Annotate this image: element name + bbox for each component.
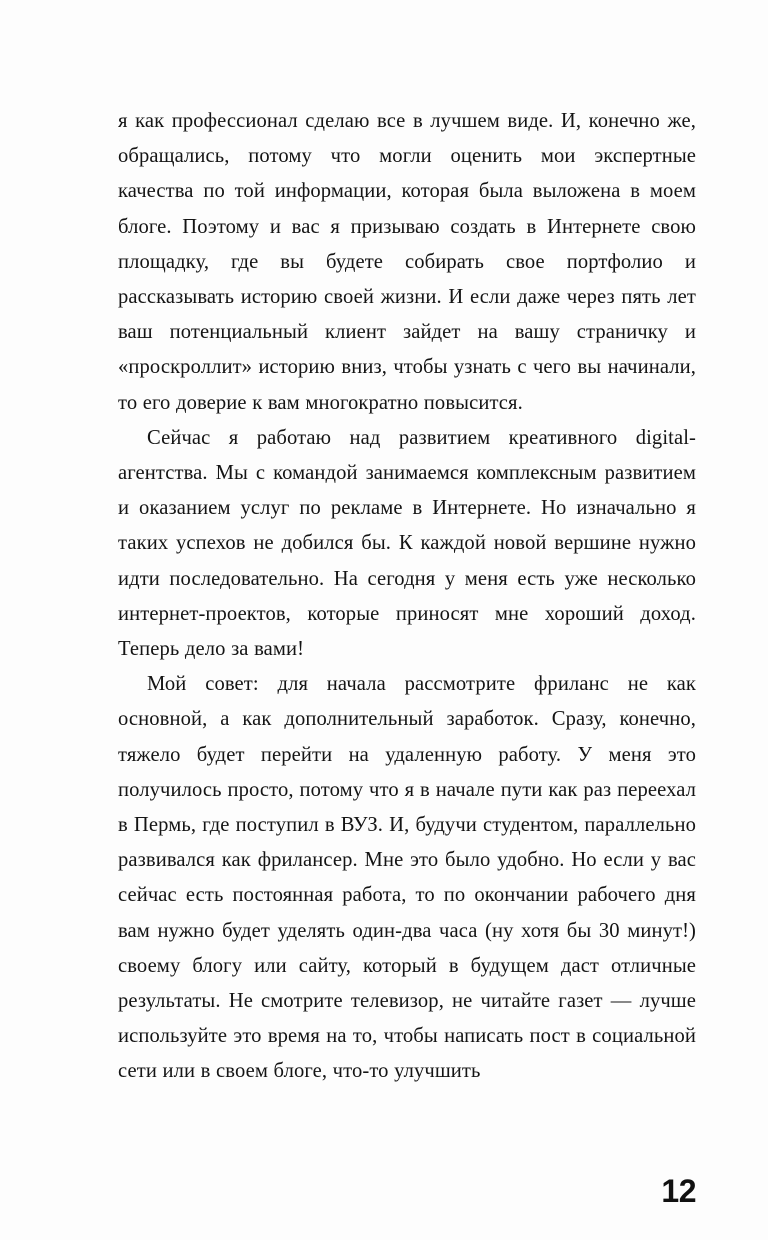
paragraph-2: Сейчас я работаю над развитием креативного digital-агентства. Мы с командой занимаемся комплексным развитием и оказанием услуг по рекламе в Интернете. Но изначально я таких успехов не добился бы. К каждой новой вершине нужно идти последовательно. На сегодня у меня есть уже несколько интернет-проектов, которые приносят мне хороший доход. Теперь дело за вами! [118,426,696,661]
paragraph-1: я как профессионал сделаю все в лучшем виде. И, конечно же, обращались, потому что могли оценить мои экспертные качества по той информации, которая была выложена в моем блоге. Поэтому и вас я призываю создать в Интернете свою площадку, где вы будете собирать свое портфолио и рассказывать историю своей жизни. И если даже через пять лет ваш потенциальный клиент зайдет на вашу страничку и «проскроллит» историю вниз, чтобы узнать с чего вы начинали, то его доверие к вам многократно повысится. [118,110,696,414]
page-text-block [118,104,696,1090]
paragraph-3: Мой совет: для начала рассмотрите фриланс не как основной, а как дополнительный заработок. Сразу, конечно, тяжело будет перейти на удаленную работу. У меня это получилось просто, потому что я в начале пути как раз переехал в Пермь, где поступил в ВУЗ. И, будучи студентом, параллельно развивался как фрилансер. Мне это было удобно. Но если у вас сейчас есть постоянная работа, то по окончании рабочего дня вам нужно будет уделять один-два часа (ну хотя бы 30 минут!) своему блогу или сайту, который в будущем даст отличные результаты. Не смотрите телевизор, не читайте газет — лучше используйте это время на то, чтобы написать пост в социальной сети или в своем блоге, что-то улучшить [118,673,696,1083]
page-number: 12 [661,1173,696,1209]
